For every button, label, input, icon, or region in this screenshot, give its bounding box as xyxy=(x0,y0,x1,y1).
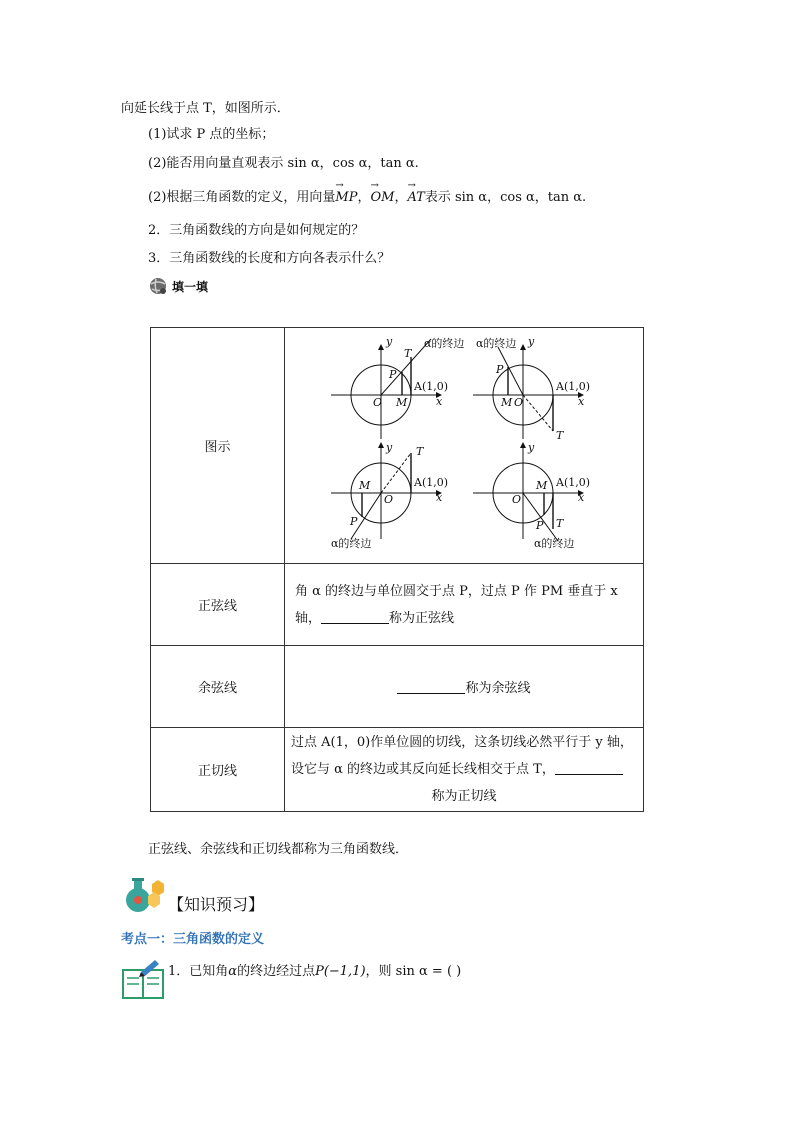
point-t-4: T xyxy=(556,517,564,530)
point-m-2: M xyxy=(501,396,513,409)
diagram-quadrant-3 xyxy=(331,441,448,550)
origin-3: O xyxy=(384,493,394,506)
cosine-line-definition xyxy=(285,646,644,728)
x-axis-label-4: x xyxy=(578,491,585,504)
fill-header-label: 填一填 xyxy=(172,280,209,294)
diagram-quadrant-4 xyxy=(473,441,590,550)
sine-answer-blank[interactable] xyxy=(321,609,389,624)
alpha-symbol: α xyxy=(228,964,238,979)
table-row xyxy=(151,328,644,564)
book-pencil-icon xyxy=(121,958,167,1000)
intro-line: 向延长线于点 T，如图所示． xyxy=(121,101,290,116)
tangent-text-line2-text: 设它与 α 的终边或其反向延长线相交于点 T， xyxy=(291,762,555,777)
vector-mp: → MP xyxy=(335,190,357,205)
point-p-3: P xyxy=(350,515,358,528)
point-t-2: T xyxy=(556,429,564,442)
y-axis-label-3: y xyxy=(386,441,393,454)
sine-text-suffix: 称为正弦线 xyxy=(389,610,455,626)
point-a-2: A(1,0) xyxy=(556,380,591,393)
terminal-label-3: α的终边 xyxy=(331,537,372,550)
question-3-prefix: (2)根据三角函数的定义，用向量 xyxy=(148,190,336,205)
table-row xyxy=(151,728,644,812)
question-1-suffix: ，则 sin α = ( ) xyxy=(365,964,462,979)
table-row xyxy=(151,646,644,728)
x-axis-label-3: x xyxy=(436,491,443,504)
x-axis-label-1: x xyxy=(436,395,443,408)
tangent-text-line1: 过点 A(1，0)作单位圆的切线，这条切线必然平行于 y 轴， xyxy=(291,735,633,750)
point-m-1: M xyxy=(396,396,408,409)
trig-lines-table xyxy=(150,327,644,812)
globe-icon xyxy=(148,276,170,296)
tangent-line-definition xyxy=(285,728,644,812)
question-1-mid: 的终边经过点 xyxy=(237,964,316,979)
tangent-answer-blank[interactable] xyxy=(555,760,623,775)
question-1 xyxy=(168,960,461,979)
terminal-label-4: α的终边 xyxy=(534,537,575,550)
cosine-text: 称为余弦线 xyxy=(465,681,531,696)
row-label-cosine: 余弦线 xyxy=(151,646,285,728)
diagram-cell xyxy=(285,328,644,564)
sine-text-line2 xyxy=(295,605,633,632)
sine-text-line1: 角 α 的终边与单位圆交于点 P，过点 P 作 PM 垂直于 x xyxy=(295,583,618,599)
y-axis-label-1: y xyxy=(386,335,393,348)
row-label-sine: 正弦线 xyxy=(151,564,285,646)
vector-at: → AT xyxy=(407,190,424,205)
tangent-text-line2 xyxy=(291,756,637,783)
point-p: P(−1,1) xyxy=(315,964,366,979)
point-p-1: P xyxy=(389,368,397,381)
fill-header xyxy=(148,276,228,296)
origin-2: O xyxy=(514,396,524,409)
y-axis-label-2: y xyxy=(528,335,535,348)
origin-1: O xyxy=(373,396,383,409)
question-1: (1)试求 P 点的坐标； xyxy=(148,127,275,142)
terminal-label-2: α的终边 xyxy=(476,337,517,350)
point-a-4: A(1,0) xyxy=(556,476,591,489)
row-label-diagram: 图示 xyxy=(151,328,285,564)
row-label-tangent: 正切线 xyxy=(151,728,285,812)
tangent-text-line3: 称为正切线 xyxy=(431,789,497,804)
item-3: 3．三角函数线的长度和方向各表示什么？ xyxy=(148,251,391,266)
table-row xyxy=(151,564,644,646)
point-a-3: A(1,0) xyxy=(414,476,449,489)
diagram-quadrant-2 xyxy=(473,335,590,442)
point-m-3: M xyxy=(359,479,371,492)
sine-line-definition xyxy=(285,564,644,646)
question-3-suffix: 表示 sin α，cos α，tan α. xyxy=(424,190,587,205)
kaodian-heading: 考点一：三角函数的定义 xyxy=(121,932,265,947)
item-2: 2．三角函数线的方向是如何规定的？ xyxy=(148,223,365,238)
point-p-4: P xyxy=(536,519,544,532)
origin-4: O xyxy=(512,493,522,506)
vector-om: → OM xyxy=(371,190,395,205)
terminal-label-1: α的终边 xyxy=(424,337,465,350)
flask-icon xyxy=(122,874,166,914)
point-p-2: P xyxy=(496,363,504,376)
cosine-answer-blank[interactable] xyxy=(397,679,465,694)
point-a-1: A(1,0) xyxy=(414,380,449,393)
question-1-prefix: 1．已知角 xyxy=(168,964,229,979)
point-t-1: T xyxy=(404,347,412,360)
preview-title: 【知识预习】 xyxy=(168,895,265,914)
x-axis-label-2: x xyxy=(578,395,585,408)
question-3: (2)根据三角函数的定义，用向量→ MP，→ OM，→ AT表示 sin α，cos α，tan α. xyxy=(148,186,586,205)
unit-circle-diagrams xyxy=(286,329,642,562)
y-axis-label-4: y xyxy=(528,441,535,454)
sine-text-prefix: 轴， xyxy=(295,610,322,626)
summary-text: 正弦线、余弦线和正切线都称为三角函数线． xyxy=(148,842,409,857)
point-t-3: T xyxy=(416,445,424,458)
diagram-quadrant-1 xyxy=(331,335,464,439)
question-2: (2)能否用向量直观表示 sin α，cos α，tan α. xyxy=(148,156,419,171)
point-m-4: M xyxy=(536,479,548,492)
